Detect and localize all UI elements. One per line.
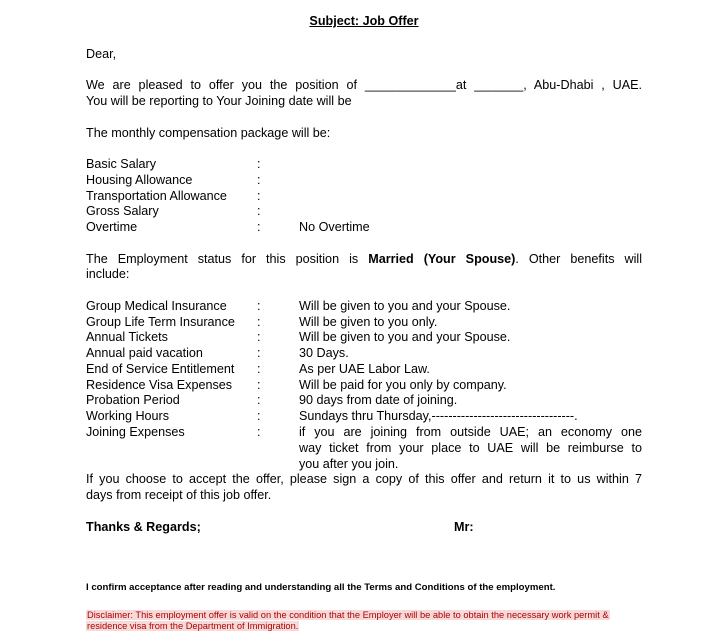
benefit-label: Annual Tickets: [86, 330, 168, 344]
benefit-value: Will be given to you and your Spouse.: [299, 330, 511, 344]
row-label: Overtime: [86, 220, 138, 234]
row-separator: :: [257, 204, 261, 218]
benefit-value: 30 Days.: [299, 346, 349, 360]
benefit-value: 90 days from date of joining.: [299, 393, 458, 407]
disclaimer-line-2: residence visa from the Department of Immigration.: [87, 621, 299, 631]
benefit-separator: :: [257, 425, 261, 439]
row-value: No Overtime: [299, 220, 370, 234]
intro-line-2: You will be reporting to Your Joining date will be: [86, 94, 352, 108]
status-bold: Married (Your Spouse): [368, 252, 516, 266]
benefit-value-line: way ticket from your place to UAE will be reimburse to: [299, 441, 642, 455]
row-label: Gross Salary: [86, 204, 159, 218]
confirmation-statement: I confirm acceptance after reading and understanding all the Terms and Conditions of the employment.: [86, 582, 556, 593]
accept-line-1: If you choose to accept the offer, please sign a copy of this offer and return it to us within 7: [86, 472, 642, 486]
benefit-separator: :: [257, 299, 261, 313]
compensation-heading: The monthly compensation package will be:: [86, 126, 331, 140]
regards: Thanks & Regards;: [86, 520, 201, 534]
benefit-value: Will be given to you only.: [299, 315, 438, 329]
accept-line-2: days from receipt of this job offer.: [86, 488, 272, 502]
row-separator: :: [257, 220, 261, 234]
row-separator: :: [257, 157, 261, 171]
benefit-value: Will be paid for you only by company.: [299, 378, 507, 392]
status-line-1: [86, 252, 642, 266]
benefit-label: Group Medical Insurance: [86, 299, 227, 313]
benefit-separator: :: [257, 378, 261, 392]
row-label: Housing Allowance: [86, 173, 193, 187]
benefit-value-line: if you are joining from outside UAE; an economy one: [299, 425, 642, 439]
benefit-value: Will be given to you and your Spouse.: [299, 299, 511, 313]
benefit-value: As per UAE Labor Law.: [299, 362, 430, 376]
benefit-label: Probation Period: [86, 393, 180, 407]
subject-heading: Subject: Job Offer: [309, 14, 419, 28]
benefit-label: End of Service Entitlement: [86, 362, 235, 376]
row-label: Transportation Allowance: [86, 189, 227, 203]
disclaimer-line-1: Disclaimer: This employment offer is valid on the condition that the Employer will be able to obtain the necessary work permit &: [87, 610, 609, 620]
status-suffix: . Other benefits will: [515, 252, 642, 266]
benefit-separator: :: [257, 330, 261, 344]
row-separator: :: [257, 173, 261, 187]
benefit-separator: :: [257, 409, 261, 423]
status-prefix: The Employment status for this position is: [86, 252, 369, 266]
benefit-label: Working Hours: [86, 409, 170, 423]
row-label: Basic Salary: [86, 157, 156, 171]
benefit-label: Joining Expenses: [86, 425, 185, 439]
benefit-value-line: you after you join.: [299, 457, 399, 471]
mr-label: Mr:: [454, 520, 474, 534]
benefit-label: Annual paid vacation: [86, 346, 203, 360]
benefit-separator: :: [257, 346, 261, 360]
benefit-separator: :: [257, 315, 261, 329]
benefit-separator: :: [257, 362, 261, 376]
benefit-label: Group Life Term Insurance: [86, 315, 235, 329]
greeting: Dear,: [86, 47, 117, 61]
intro-line-1: We are pleased to offer you the position of _____________at _______, Abu-Dhabi , UAE.: [86, 78, 642, 92]
row-separator: :: [257, 189, 261, 203]
benefit-separator: :: [257, 393, 261, 407]
status-line-2: include:: [86, 267, 130, 281]
benefit-label: Residence Visa Expenses: [86, 378, 233, 392]
benefit-value: Sundays thru Thursday,----------------------------------.: [299, 409, 578, 423]
